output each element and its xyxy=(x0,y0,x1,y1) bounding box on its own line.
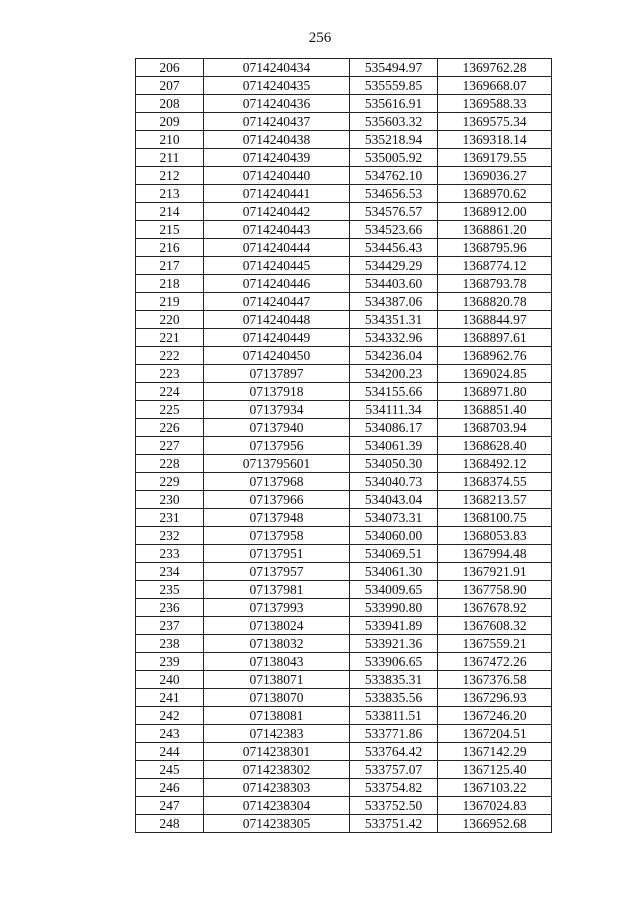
row-number-cell: 226 xyxy=(136,419,204,437)
y-coordinate-cell: 1368053.83 xyxy=(438,527,552,545)
point-id-cell: 07137966 xyxy=(204,491,350,509)
row-number-cell: 230 xyxy=(136,491,204,509)
y-coordinate-cell: 1367758.90 xyxy=(438,581,552,599)
row-number-cell: 235 xyxy=(136,581,204,599)
table-row xyxy=(136,113,552,131)
y-coordinate-cell: 1368374.55 xyxy=(438,473,552,491)
row-number-cell: 243 xyxy=(136,725,204,743)
table-row xyxy=(136,203,552,221)
table-row xyxy=(136,383,552,401)
x-coordinate-cell: 534236.04 xyxy=(350,347,438,365)
row-number-cell: 227 xyxy=(136,437,204,455)
y-coordinate-cell: 1367142.29 xyxy=(438,743,552,761)
x-coordinate-cell: 533835.56 xyxy=(350,689,438,707)
y-coordinate-cell: 1369318.14 xyxy=(438,131,552,149)
row-number-cell: 241 xyxy=(136,689,204,707)
point-id-cell: 0714240435 xyxy=(204,77,350,95)
x-coordinate-cell: 534656.53 xyxy=(350,185,438,203)
point-id-cell: 0714240444 xyxy=(204,239,350,257)
point-id-cell: 0714240441 xyxy=(204,185,350,203)
point-id-cell: 0714240446 xyxy=(204,275,350,293)
row-number-cell: 218 xyxy=(136,275,204,293)
table-row xyxy=(136,707,552,725)
x-coordinate-cell: 533921.36 xyxy=(350,635,438,653)
table-row xyxy=(136,635,552,653)
point-id-cell: 0714238302 xyxy=(204,761,350,779)
point-id-cell: 0714238301 xyxy=(204,743,350,761)
point-id-cell: 0714240450 xyxy=(204,347,350,365)
table-row xyxy=(136,347,552,365)
row-number-cell: 233 xyxy=(136,545,204,563)
point-id-cell: 0714240443 xyxy=(204,221,350,239)
point-id-cell: 07138070 xyxy=(204,689,350,707)
row-number-cell: 225 xyxy=(136,401,204,419)
table-row xyxy=(136,689,552,707)
point-id-cell: 07137918 xyxy=(204,383,350,401)
row-number-cell: 215 xyxy=(136,221,204,239)
table-row xyxy=(136,257,552,275)
x-coordinate-cell: 534043.04 xyxy=(350,491,438,509)
x-coordinate-cell: 534060.00 xyxy=(350,527,438,545)
x-coordinate-cell: 535494.97 xyxy=(350,59,438,77)
point-id-cell: 07137948 xyxy=(204,509,350,527)
table-row xyxy=(136,779,552,797)
y-coordinate-cell: 1368703.94 xyxy=(438,419,552,437)
table-row xyxy=(136,509,552,527)
point-id-cell: 07142383 xyxy=(204,725,350,743)
coordinates-table xyxy=(135,58,552,833)
page-number: 256 xyxy=(308,30,332,46)
table-row xyxy=(136,725,552,743)
table-row xyxy=(136,149,552,167)
y-coordinate-cell: 1367559.21 xyxy=(438,635,552,653)
row-number-cell: 239 xyxy=(136,653,204,671)
x-coordinate-cell: 534061.39 xyxy=(350,437,438,455)
row-number-cell: 221 xyxy=(136,329,204,347)
y-coordinate-cell: 1369575.34 xyxy=(438,113,552,131)
row-number-cell: 217 xyxy=(136,257,204,275)
x-coordinate-cell: 535616.91 xyxy=(350,95,438,113)
row-number-cell: 212 xyxy=(136,167,204,185)
table-row xyxy=(136,527,552,545)
y-coordinate-cell: 1368897.61 xyxy=(438,329,552,347)
point-id-cell: 07137993 xyxy=(204,599,350,617)
y-coordinate-cell: 1369588.33 xyxy=(438,95,552,113)
x-coordinate-cell: 535005.92 xyxy=(350,149,438,167)
point-id-cell: 07138043 xyxy=(204,653,350,671)
x-coordinate-cell: 534429.29 xyxy=(350,257,438,275)
row-number-cell: 248 xyxy=(136,815,204,833)
point-id-cell: 07138024 xyxy=(204,617,350,635)
y-coordinate-cell: 1368970.62 xyxy=(438,185,552,203)
x-coordinate-cell: 534351.31 xyxy=(350,311,438,329)
y-coordinate-cell: 1367678.92 xyxy=(438,599,552,617)
y-coordinate-cell: 1369036.27 xyxy=(438,167,552,185)
x-coordinate-cell: 534155.66 xyxy=(350,383,438,401)
x-coordinate-cell: 534456.43 xyxy=(350,239,438,257)
x-coordinate-cell: 534009.65 xyxy=(350,581,438,599)
row-number-cell: 208 xyxy=(136,95,204,113)
point-id-cell: 0713795601 xyxy=(204,455,350,473)
y-coordinate-cell: 1367608.32 xyxy=(438,617,552,635)
point-id-cell: 0714240434 xyxy=(204,59,350,77)
point-id-cell: 07138081 xyxy=(204,707,350,725)
table-row xyxy=(136,59,552,77)
table-row xyxy=(136,365,552,383)
point-id-cell: 07137981 xyxy=(204,581,350,599)
y-coordinate-cell: 1369668.07 xyxy=(438,77,552,95)
x-coordinate-cell: 533835.31 xyxy=(350,671,438,689)
y-coordinate-cell: 1369179.55 xyxy=(438,149,552,167)
x-coordinate-cell: 533751.42 xyxy=(350,815,438,833)
table-row xyxy=(136,167,552,185)
row-number-cell: 236 xyxy=(136,599,204,617)
table-row xyxy=(136,563,552,581)
point-id-cell: 07138032 xyxy=(204,635,350,653)
y-coordinate-cell: 1368962.76 xyxy=(438,347,552,365)
row-number-cell: 207 xyxy=(136,77,204,95)
y-coordinate-cell: 1368820.78 xyxy=(438,293,552,311)
y-coordinate-cell: 1368492.12 xyxy=(438,455,552,473)
y-coordinate-cell: 1368213.57 xyxy=(438,491,552,509)
x-coordinate-cell: 533941.89 xyxy=(350,617,438,635)
y-coordinate-cell: 1367103.22 xyxy=(438,779,552,797)
row-number-cell: 242 xyxy=(136,707,204,725)
point-id-cell: 0714238303 xyxy=(204,779,350,797)
x-coordinate-cell: 533754.82 xyxy=(350,779,438,797)
point-id-cell: 07137897 xyxy=(204,365,350,383)
row-number-cell: 246 xyxy=(136,779,204,797)
table-row xyxy=(136,599,552,617)
x-coordinate-cell: 533771.86 xyxy=(350,725,438,743)
point-id-cell: 0714240440 xyxy=(204,167,350,185)
x-coordinate-cell: 534576.57 xyxy=(350,203,438,221)
table-row xyxy=(136,329,552,347)
row-number-cell: 234 xyxy=(136,563,204,581)
x-coordinate-cell: 533757.07 xyxy=(350,761,438,779)
row-number-cell: 224 xyxy=(136,383,204,401)
point-id-cell: 07137940 xyxy=(204,419,350,437)
row-number-cell: 232 xyxy=(136,527,204,545)
point-id-cell: 0714240436 xyxy=(204,95,350,113)
y-coordinate-cell: 1368774.12 xyxy=(438,257,552,275)
row-number-cell: 244 xyxy=(136,743,204,761)
table-row xyxy=(136,437,552,455)
point-id-cell: 0714240442 xyxy=(204,203,350,221)
point-id-cell: 0714238304 xyxy=(204,797,350,815)
table-row xyxy=(136,311,552,329)
x-coordinate-cell: 534069.51 xyxy=(350,545,438,563)
y-coordinate-cell: 1368912.00 xyxy=(438,203,552,221)
table-row xyxy=(136,761,552,779)
x-coordinate-cell: 534332.96 xyxy=(350,329,438,347)
y-coordinate-cell: 1367994.48 xyxy=(438,545,552,563)
row-number-cell: 237 xyxy=(136,617,204,635)
x-coordinate-cell: 533906.65 xyxy=(350,653,438,671)
x-coordinate-cell: 535603.32 xyxy=(350,113,438,131)
point-id-cell: 07138071 xyxy=(204,671,350,689)
y-coordinate-cell: 1367024.83 xyxy=(438,797,552,815)
y-coordinate-cell: 1367296.93 xyxy=(438,689,552,707)
table-row xyxy=(136,581,552,599)
x-coordinate-cell: 534200.23 xyxy=(350,365,438,383)
point-id-cell: 07137951 xyxy=(204,545,350,563)
y-coordinate-cell: 1368971.80 xyxy=(438,383,552,401)
y-coordinate-cell: 1368861.20 xyxy=(438,221,552,239)
x-coordinate-cell: 534403.60 xyxy=(350,275,438,293)
table-row xyxy=(136,455,552,473)
point-id-cell: 07137956 xyxy=(204,437,350,455)
y-coordinate-cell: 1368100.75 xyxy=(438,509,552,527)
table-row xyxy=(136,671,552,689)
row-number-cell: 238 xyxy=(136,635,204,653)
x-coordinate-cell: 534762.10 xyxy=(350,167,438,185)
table-row xyxy=(136,743,552,761)
row-number-cell: 213 xyxy=(136,185,204,203)
row-number-cell: 216 xyxy=(136,239,204,257)
row-number-cell: 231 xyxy=(136,509,204,527)
y-coordinate-cell: 1367376.58 xyxy=(438,671,552,689)
table-body xyxy=(136,59,552,833)
row-number-cell: 214 xyxy=(136,203,204,221)
x-coordinate-cell: 534040.73 xyxy=(350,473,438,491)
y-coordinate-cell: 1368851.40 xyxy=(438,401,552,419)
row-number-cell: 222 xyxy=(136,347,204,365)
y-coordinate-cell: 1369762.28 xyxy=(438,59,552,77)
x-coordinate-cell: 533752.50 xyxy=(350,797,438,815)
table-row xyxy=(136,491,552,509)
point-id-cell: 0714238305 xyxy=(204,815,350,833)
table-row xyxy=(136,293,552,311)
x-coordinate-cell: 534073.31 xyxy=(350,509,438,527)
table-row xyxy=(136,419,552,437)
point-id-cell: 07137968 xyxy=(204,473,350,491)
y-coordinate-cell: 1369024.85 xyxy=(438,365,552,383)
point-id-cell: 0714240445 xyxy=(204,257,350,275)
row-number-cell: 247 xyxy=(136,797,204,815)
point-id-cell: 07137957 xyxy=(204,563,350,581)
row-number-cell: 220 xyxy=(136,311,204,329)
y-coordinate-cell: 1367472.26 xyxy=(438,653,552,671)
row-number-cell: 210 xyxy=(136,131,204,149)
y-coordinate-cell: 1367125.40 xyxy=(438,761,552,779)
y-coordinate-cell: 1366952.68 xyxy=(438,815,552,833)
x-coordinate-cell: 534387.06 xyxy=(350,293,438,311)
point-id-cell: 07137934 xyxy=(204,401,350,419)
y-coordinate-cell: 1367921.91 xyxy=(438,563,552,581)
point-id-cell: 0714240449 xyxy=(204,329,350,347)
row-number-cell: 240 xyxy=(136,671,204,689)
x-coordinate-cell: 534050.30 xyxy=(350,455,438,473)
x-coordinate-cell: 533990.80 xyxy=(350,599,438,617)
y-coordinate-cell: 1368795.96 xyxy=(438,239,552,257)
x-coordinate-cell: 534061.30 xyxy=(350,563,438,581)
y-coordinate-cell: 1368628.40 xyxy=(438,437,552,455)
table-row xyxy=(136,617,552,635)
table-row xyxy=(136,95,552,113)
table-row xyxy=(136,221,552,239)
table-row xyxy=(136,401,552,419)
x-coordinate-cell: 534523.66 xyxy=(350,221,438,239)
table-row xyxy=(136,815,552,833)
y-coordinate-cell: 1367204.51 xyxy=(438,725,552,743)
y-coordinate-cell: 1368844.97 xyxy=(438,311,552,329)
x-coordinate-cell: 533811.51 xyxy=(350,707,438,725)
x-coordinate-cell: 534086.17 xyxy=(350,419,438,437)
point-id-cell: 0714240447 xyxy=(204,293,350,311)
x-coordinate-cell: 534111.34 xyxy=(350,401,438,419)
row-number-cell: 219 xyxy=(136,293,204,311)
row-number-cell: 245 xyxy=(136,761,204,779)
table-row xyxy=(136,797,552,815)
point-id-cell: 0714240439 xyxy=(204,149,350,167)
point-id-cell: 0714240437 xyxy=(204,113,350,131)
row-number-cell: 228 xyxy=(136,455,204,473)
table-row xyxy=(136,275,552,293)
row-number-cell: 223 xyxy=(136,365,204,383)
table-row xyxy=(136,653,552,671)
row-number-cell: 206 xyxy=(136,59,204,77)
x-coordinate-cell: 535559.85 xyxy=(350,77,438,95)
table-row xyxy=(136,545,552,563)
table-row xyxy=(136,77,552,95)
x-coordinate-cell: 535218.94 xyxy=(350,131,438,149)
x-coordinate-cell: 533764.42 xyxy=(350,743,438,761)
table-row xyxy=(136,473,552,491)
table-row xyxy=(136,131,552,149)
table-row xyxy=(136,185,552,203)
point-id-cell: 0714240438 xyxy=(204,131,350,149)
table-row xyxy=(136,239,552,257)
y-coordinate-cell: 1368793.78 xyxy=(438,275,552,293)
row-number-cell: 209 xyxy=(136,113,204,131)
row-number-cell: 211 xyxy=(136,149,204,167)
y-coordinate-cell: 1367246.20 xyxy=(438,707,552,725)
point-id-cell: 07137958 xyxy=(204,527,350,545)
row-number-cell: 229 xyxy=(136,473,204,491)
point-id-cell: 0714240448 xyxy=(204,311,350,329)
